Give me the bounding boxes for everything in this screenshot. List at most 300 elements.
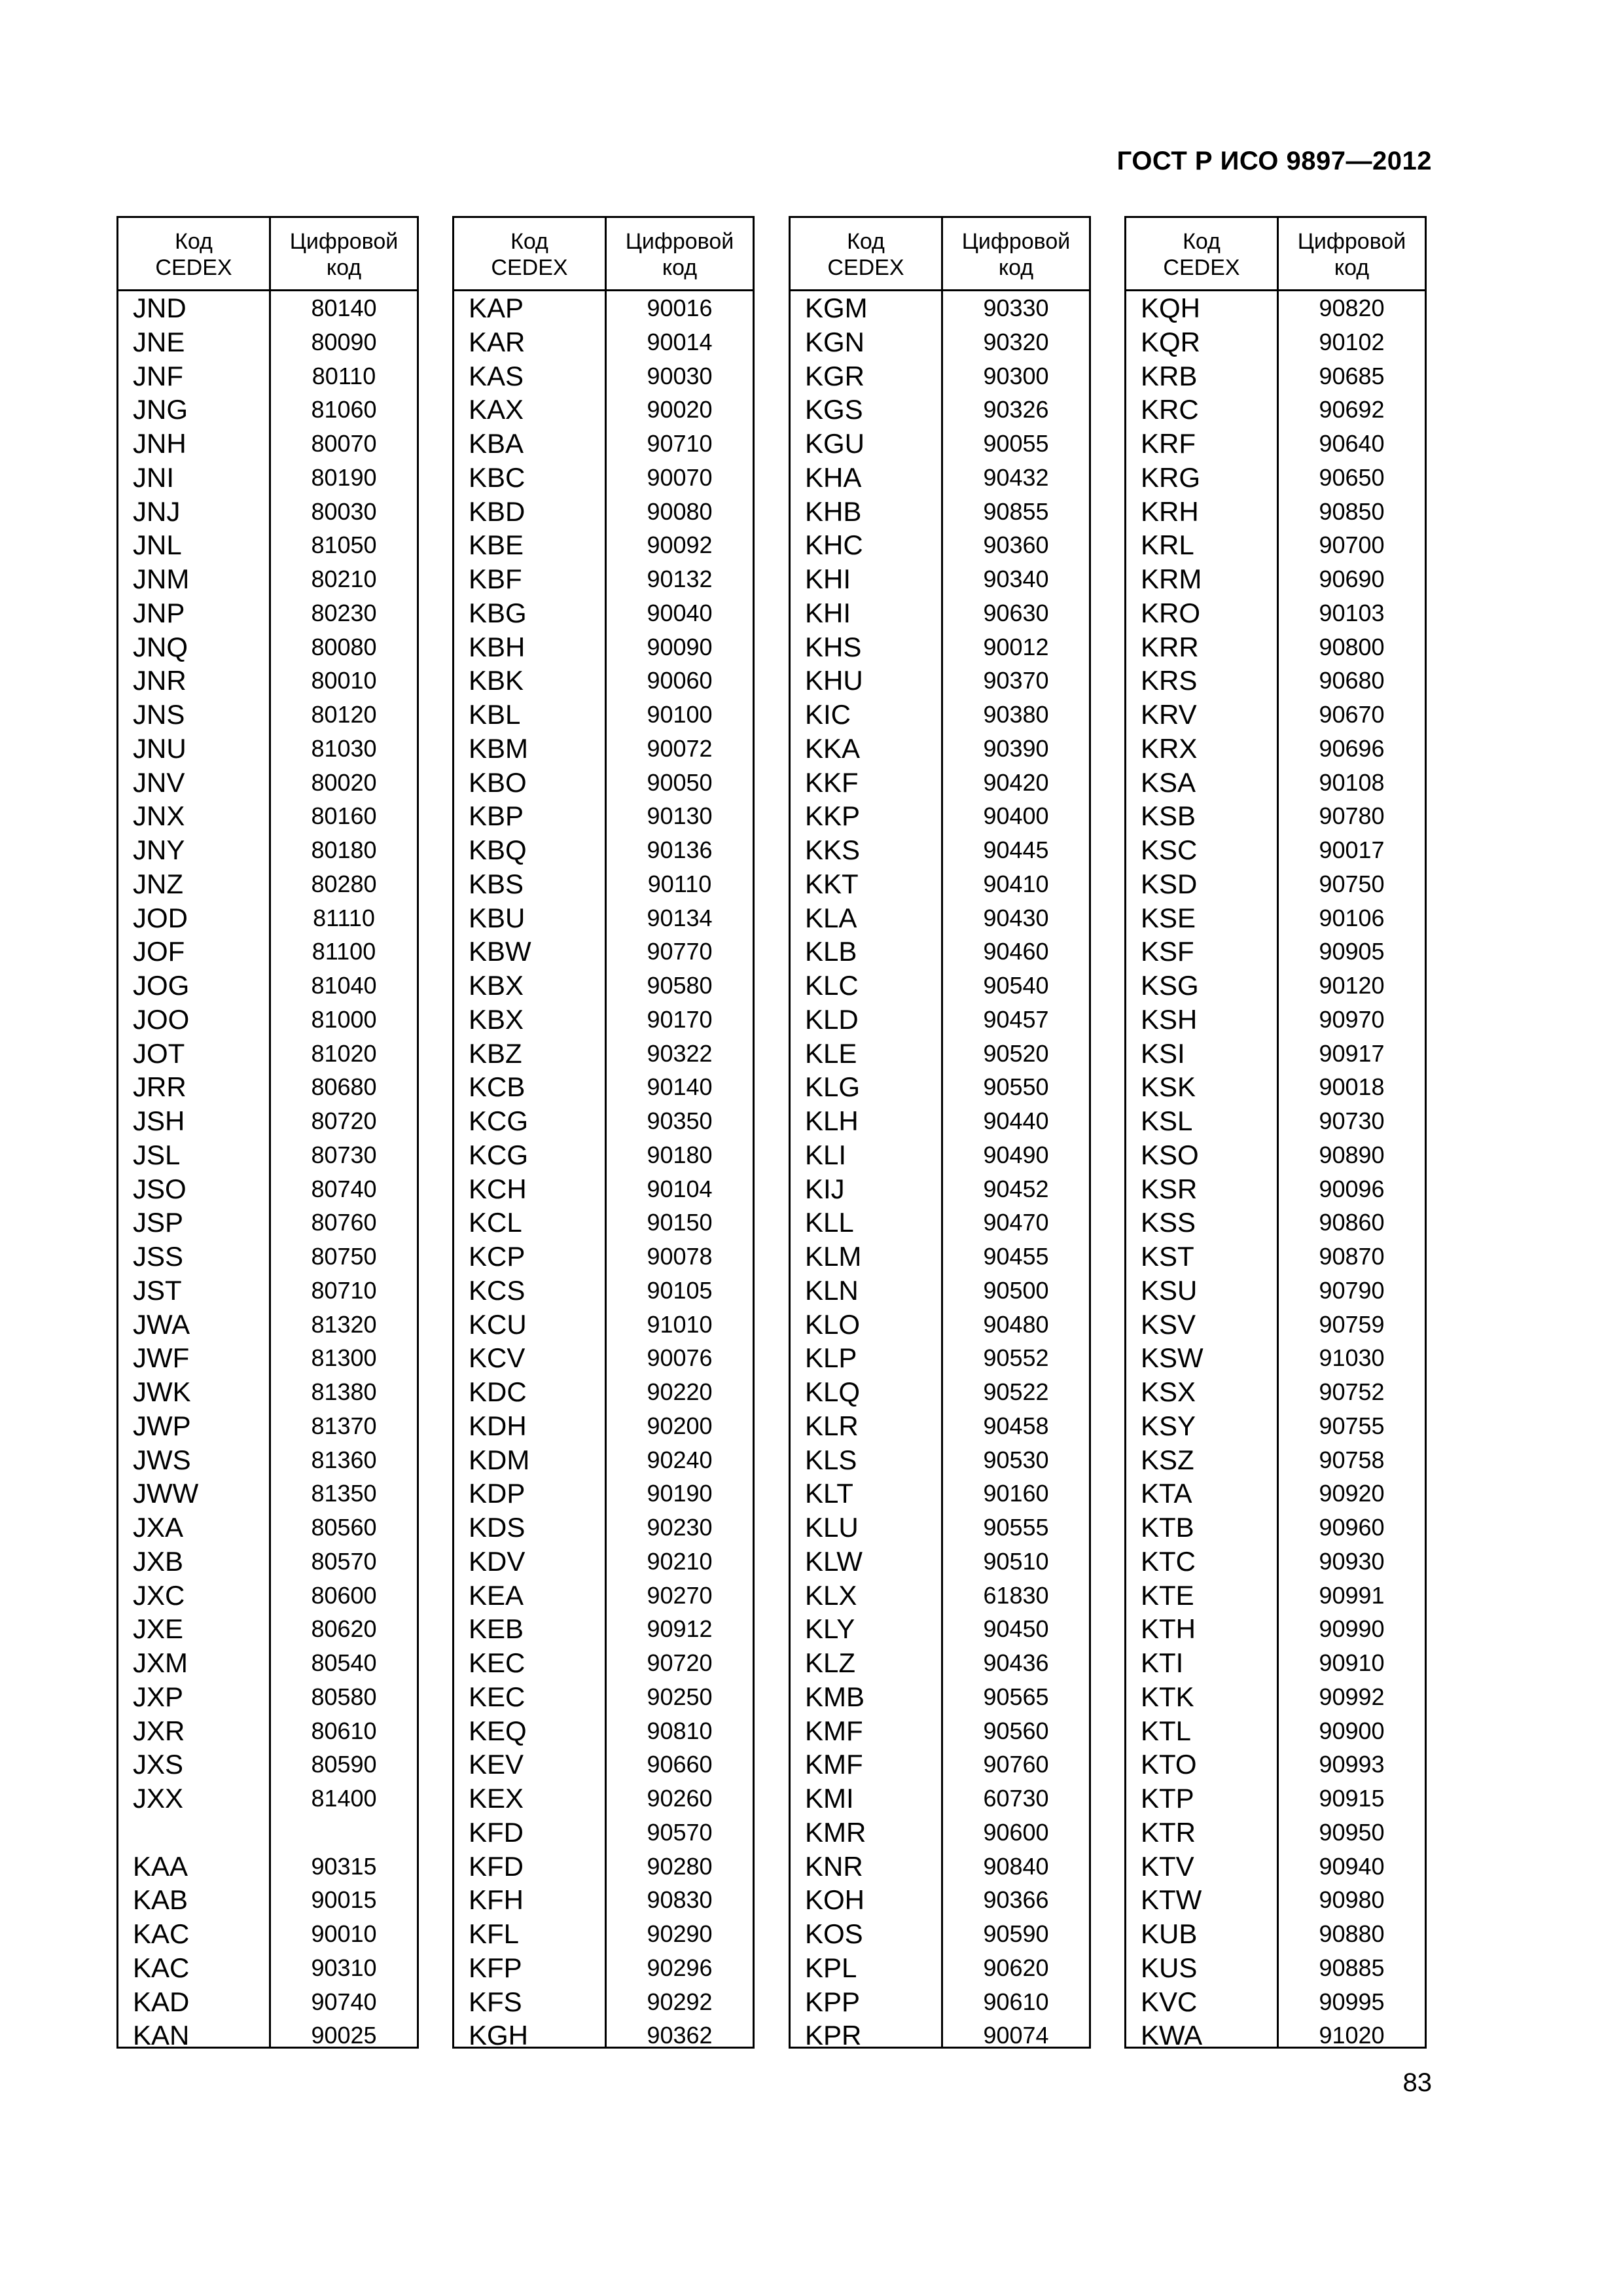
cedex-code-cell: KLG — [805, 1071, 861, 1103]
cedex-code-cell: KIC — [805, 699, 851, 730]
cedex-code-cell: KBU — [469, 902, 526, 933]
cedex-code-cell: KCG — [469, 1139, 529, 1170]
table-row — [454, 1917, 753, 1951]
cedex-code-cell: KSK — [1141, 1071, 1196, 1103]
cedex-code-cell: JNQ — [133, 631, 188, 662]
table-row — [791, 969, 1089, 1003]
digital-code-cell: 90090 — [647, 633, 713, 660]
digital-code-cell: 90060 — [647, 667, 713, 694]
cedex-code-cell: KBF — [469, 564, 522, 594]
cedex-code-cell: KTL — [1141, 1715, 1192, 1746]
table-row — [1126, 969, 1425, 1003]
cedex-code-cell: KFH — [469, 1884, 524, 1916]
table-row — [454, 766, 753, 800]
cedex-code-cell: JNE — [133, 326, 185, 357]
digital-code-cell: 90940 — [1319, 1852, 1385, 1880]
table-row — [118, 732, 417, 766]
digital-code-cell: 90105 — [647, 1276, 713, 1304]
table-row — [118, 867, 417, 901]
cedex-code-cell: JOF — [133, 936, 185, 967]
digital-code-cell: 90170 — [647, 1005, 713, 1033]
cedex-code-cell: JOG — [133, 970, 190, 1001]
table-row — [118, 935, 417, 969]
table-row — [1126, 732, 1425, 766]
digital-code-cell: 81380 — [311, 1378, 377, 1405]
digital-code-cell: 80570 — [311, 1547, 377, 1575]
table-row — [118, 969, 417, 1003]
table-row — [791, 1443, 1089, 1477]
cedex-code-cell: KTP — [1141, 1783, 1194, 1814]
table-row — [454, 833, 753, 867]
digital-code-cell: 90850 — [1319, 497, 1385, 525]
digital-code-cell: 90752 — [1319, 1378, 1385, 1405]
digital-code-cell: 90690 — [1319, 565, 1385, 592]
digital-code-cell: 90993 — [1319, 1751, 1385, 1778]
column-header-code: Код CEDEX — [827, 229, 904, 280]
cedex-code-cell: KSI — [1141, 1037, 1185, 1069]
cedex-code-cell: KHA — [805, 461, 862, 493]
table-row — [118, 1883, 417, 1917]
table-row — [791, 766, 1089, 800]
table-row — [454, 1409, 753, 1443]
digital-code-cell: 80720 — [311, 1107, 377, 1134]
table-row — [791, 393, 1089, 427]
digital-code-cell: 90016 — [647, 295, 713, 321]
table-row — [791, 1782, 1089, 1816]
cedex-code-cell: KCU — [469, 1308, 527, 1340]
cedex-code-cell: KPL — [805, 1952, 857, 1983]
cedex-code-cell: JRR — [133, 1071, 187, 1103]
table-row — [791, 1951, 1089, 1985]
table-row — [118, 596, 417, 630]
digital-code-cell: 80600 — [311, 1581, 377, 1609]
table-row — [1126, 1341, 1425, 1375]
table-row — [454, 1748, 753, 1782]
table-row — [791, 630, 1089, 664]
digital-code-cell: 90070 — [647, 463, 713, 491]
table-row — [118, 1545, 417, 1579]
digital-code-cell: 90410 — [983, 870, 1049, 897]
digital-code-cell: 80230 — [311, 599, 377, 626]
cedex-code-cell: KQR — [1141, 326, 1201, 357]
digital-code-cell: 90350 — [647, 1107, 713, 1134]
digital-code-cell: 90440 — [983, 1107, 1049, 1134]
digital-code-cell: 91030 — [1319, 1344, 1385, 1372]
table-row — [118, 1579, 417, 1613]
cedex-code-cell: KAC — [133, 1918, 190, 1949]
cedex-code-cell: KIJ — [805, 1173, 845, 1204]
digital-code-cell: 90900 — [1319, 1717, 1385, 1744]
digital-code-cell: 60730 — [983, 1785, 1049, 1812]
table-row — [118, 630, 417, 664]
table-row — [118, 562, 417, 596]
table-row — [118, 1511, 417, 1545]
digital-code-cell: 90270 — [647, 1581, 713, 1609]
cedex-code-cell: KEC — [469, 1681, 526, 1712]
table-row — [791, 528, 1089, 562]
cedex-code-cell: KSE — [1141, 902, 1196, 933]
cedex-code-cell: JXR — [133, 1715, 185, 1746]
table-row — [118, 1850, 417, 1884]
table-row — [118, 2018, 417, 2053]
table-row — [791, 1037, 1089, 1071]
table-row — [1126, 1579, 1425, 1613]
table-row — [1126, 833, 1425, 867]
table-row — [454, 732, 753, 766]
table-row — [791, 562, 1089, 596]
table-row — [118, 359, 417, 393]
table-row — [1126, 1138, 1425, 1172]
cedex-code-cell: KGM — [805, 293, 868, 323]
digital-code-cell: 80190 — [311, 463, 377, 491]
table-row — [118, 833, 417, 867]
table-row — [454, 867, 753, 901]
digital-code-cell: 90076 — [647, 1344, 713, 1372]
cedex-code-cell: KSX — [1141, 1376, 1196, 1407]
digital-code-cell: 90992 — [1319, 1683, 1385, 1710]
digital-code-cell: 90150 — [647, 1209, 713, 1236]
table-row — [1126, 1748, 1425, 1782]
cedex-code-cell: KKA — [805, 732, 861, 764]
table-header — [791, 218, 1089, 291]
digital-code-cell: 90610 — [983, 1988, 1049, 2015]
cedex-code-cell: KDP — [469, 1478, 526, 1509]
cedex-code-cell: KBS — [469, 868, 524, 899]
table-row — [791, 1816, 1089, 1850]
cedex-code-cell: JWP — [133, 1410, 191, 1441]
table-row — [1126, 291, 1425, 325]
table-row — [454, 1545, 753, 1579]
cedex-code-cell: KLB — [805, 936, 857, 967]
table-row — [118, 1138, 417, 1172]
table-row — [791, 867, 1089, 901]
cedex-code-cell: KBC — [469, 461, 526, 493]
table-row — [118, 1070, 417, 1104]
table-row — [454, 969, 753, 1003]
cedex-code-cell: KCL — [469, 1207, 522, 1238]
table-row — [454, 1274, 753, 1308]
cedex-code-cell: JWF — [133, 1342, 190, 1374]
table-row — [1126, 935, 1425, 969]
digital-code-cell: 90470 — [983, 1209, 1049, 1236]
digital-code-cell: 81370 — [311, 1412, 377, 1439]
cedex-code-cell: KTV — [1141, 1850, 1194, 1882]
table-row — [791, 596, 1089, 630]
cedex-code-cell: KRC — [1141, 394, 1199, 425]
digital-code-cell: 90570 — [647, 1818, 713, 1846]
cedex-code-cell: KSU — [1141, 1274, 1198, 1306]
cedex-code-cell: KSC — [1141, 834, 1198, 865]
cedex-code-cell: KHC — [805, 529, 863, 561]
digital-code-cell: 90910 — [1319, 1649, 1385, 1676]
cedex-code-cell: KLN — [805, 1274, 859, 1306]
cedex-code-cell: KRR — [1141, 631, 1199, 662]
cedex-code-cell: KCG — [469, 1105, 529, 1136]
cedex-code-cell: JOT — [133, 1037, 185, 1069]
table-row — [454, 1579, 753, 1613]
digital-code-cell: 90190 — [647, 1480, 713, 1507]
digital-code-cell: 90855 — [983, 497, 1049, 525]
table-row — [791, 833, 1089, 867]
table-row — [1126, 664, 1425, 698]
digital-code-cell: 90860 — [1319, 1209, 1385, 1236]
digital-code-cell: 90710 — [647, 430, 713, 457]
cedex-code-cell: KBP — [469, 800, 524, 832]
digital-code-cell: 90460 — [983, 938, 1049, 965]
digital-code-cell: 90915 — [1319, 1785, 1385, 1812]
table-row — [1126, 1477, 1425, 1511]
table-row — [118, 1646, 417, 1680]
digital-code-cell: 90290 — [647, 1920, 713, 1947]
cedex-code-cell: KSZ — [1141, 1444, 1194, 1475]
digital-code-cell: 90730 — [1319, 1107, 1385, 1134]
cedex-code-cell: JXA — [133, 1512, 184, 1543]
table-row — [118, 1172, 417, 1206]
cedex-code-cell: KEX — [469, 1783, 524, 1814]
digital-code-cell: 90980 — [1319, 1886, 1385, 1914]
table-row — [118, 1341, 417, 1375]
table-row — [791, 1375, 1089, 1409]
cedex-code-cell: KEV — [469, 1749, 524, 1780]
digital-code-cell: 90480 — [983, 1310, 1049, 1338]
cedex-code-cell: KRF — [1141, 428, 1196, 459]
table-row — [454, 1070, 753, 1104]
table-row — [791, 1545, 1089, 1579]
cedex-code-cell: KBK — [469, 665, 524, 696]
cedex-code-cell: JNM — [133, 564, 190, 594]
cedex-code-cell: KAR — [469, 326, 526, 357]
table-row — [791, 1680, 1089, 1714]
cedex-code-cell: KTB — [1141, 1512, 1194, 1543]
table-row — [1126, 427, 1425, 461]
table-row — [1126, 1070, 1425, 1104]
digital-code-cell: 90102 — [1319, 328, 1385, 355]
table-row — [791, 1748, 1089, 1782]
cedex-code-cell: KKP — [805, 800, 861, 832]
table-row — [791, 1138, 1089, 1172]
digital-code-cell: 90260 — [647, 1785, 713, 1812]
digital-code-cell: 81350 — [311, 1480, 377, 1507]
digital-code-cell: 90420 — [983, 768, 1049, 796]
cedex-code-cell: KMF — [805, 1715, 863, 1746]
digital-code-cell: 90960 — [1319, 1514, 1385, 1541]
table-row — [1126, 1850, 1425, 1884]
digital-code-cell: 90758 — [1319, 1446, 1385, 1473]
cedex-code-cell: KRL — [1141, 529, 1194, 561]
digital-code-cell: 90870 — [1319, 1243, 1385, 1270]
digital-code-cell: 90240 — [647, 1446, 713, 1473]
digital-code-cell: 80140 — [311, 295, 377, 321]
table-row — [454, 799, 753, 833]
cedex-code-cell: KSV — [1141, 1308, 1196, 1340]
digital-code-cell: 90322 — [647, 1039, 713, 1067]
digital-code-cell: 90540 — [983, 972, 1049, 999]
table-row — [454, 1477, 753, 1511]
cedex-code-cell: KSD — [1141, 868, 1198, 899]
cedex-code-cell: KRS — [1141, 665, 1198, 696]
digital-code-cell: 90432 — [983, 463, 1049, 491]
cedex-code-cell: KPP — [805, 1986, 861, 2017]
digital-code-cell: 90830 — [647, 1886, 713, 1914]
cedex-code-cell: KSG — [1141, 970, 1199, 1001]
table-row — [454, 1443, 753, 1477]
table-row — [454, 1003, 753, 1037]
cedex-code-cell: KLC — [805, 970, 859, 1001]
table-row — [1126, 1714, 1425, 1748]
column-header-digital: Цифровой код — [625, 229, 734, 280]
digital-code-cell: 90436 — [983, 1649, 1049, 1676]
cedex-code-cell: KLR — [805, 1410, 859, 1441]
digital-code-cell: 90025 — [311, 2022, 377, 2049]
cedex-code-cell: KPR — [805, 2020, 862, 2051]
cedex-code-cell: KBD — [469, 495, 526, 527]
table-row — [1126, 1511, 1425, 1545]
digital-code-cell: 81400 — [311, 1785, 377, 1812]
table-row — [454, 359, 753, 393]
table-row — [1126, 1951, 1425, 1985]
cedex-code-cell: KQH — [1141, 293, 1201, 323]
table-row — [454, 698, 753, 732]
cedex-code-cell: KLX — [805, 1579, 857, 1611]
cedex-code-cell: JXP — [133, 1681, 184, 1712]
column-header-code: Код CEDEX — [491, 229, 568, 280]
column-header-digital: Цифровой код — [289, 229, 399, 280]
table-row — [118, 1680, 417, 1714]
digital-code-cell: 81040 — [311, 972, 377, 999]
digital-code-cell: 90250 — [647, 1683, 713, 1710]
digital-code-cell: 81110 — [313, 904, 375, 931]
table-row — [454, 935, 753, 969]
cedex-code-cell: KUB — [1141, 1918, 1198, 1949]
digital-code-cell: 90670 — [1319, 701, 1385, 728]
cedex-table-3 — [789, 216, 1091, 2049]
digital-code-cell: 80070 — [311, 430, 377, 457]
cedex-code-cell: JWA — [133, 1308, 190, 1340]
cedex-code-cell: KTR — [1141, 1816, 1196, 1848]
cedex-code-cell: KBW — [469, 936, 531, 967]
cedex-code-cell: KTI — [1141, 1647, 1184, 1678]
table-row — [118, 1003, 417, 1037]
table-row — [1126, 495, 1425, 529]
table-row — [1126, 1274, 1425, 1308]
digital-code-cell: 90370 — [983, 667, 1049, 694]
cedex-code-cell: KTK — [1141, 1681, 1194, 1712]
cedex-code-cell: KGN — [805, 326, 865, 357]
digital-code-cell: 90820 — [1319, 295, 1385, 321]
cedex-code-cell: KAD — [133, 1986, 190, 2017]
cedex-code-cell: KHI — [805, 597, 851, 628]
digital-code-cell: 90452 — [983, 1175, 1049, 1202]
table-row — [1126, 867, 1425, 901]
table-row — [1126, 1680, 1425, 1714]
digital-code-cell: 90055 — [983, 430, 1049, 457]
digital-code-cell: 80280 — [311, 870, 377, 897]
cedex-code-cell: KTW — [1141, 1884, 1202, 1916]
table-row — [118, 1782, 417, 1816]
digital-code-cell: 90600 — [983, 1818, 1049, 1846]
cedex-code-cell: KLH — [805, 1105, 859, 1136]
cedex-code-cell: JNH — [133, 428, 187, 459]
table-row — [118, 1274, 417, 1308]
digital-code-cell: 80010 — [311, 667, 377, 694]
digital-code-cell: 80610 — [311, 1717, 377, 1744]
table-row — [454, 1138, 753, 1172]
digital-code-cell: 90685 — [1319, 362, 1385, 389]
cedex-code-cell: KBQ — [469, 834, 527, 865]
table-row — [791, 1477, 1089, 1511]
cedex-code-cell: KLO — [805, 1308, 861, 1340]
digital-code-cell: 90015 — [311, 1886, 377, 1914]
cedex-code-cell: KRX — [1141, 732, 1198, 764]
table-row — [1126, 1003, 1425, 1037]
digital-code-cell: 90930 — [1319, 1547, 1385, 1575]
table-row — [118, 766, 417, 800]
cedex-code-cell: KVC — [1141, 1986, 1198, 2017]
table-row — [1126, 562, 1425, 596]
table-row — [118, 1308, 417, 1342]
digital-code-cell: 90640 — [1319, 430, 1385, 457]
cedex-code-cell: KFD — [469, 1816, 524, 1848]
digital-code-cell: 80090 — [311, 328, 377, 355]
digital-code-cell: 90296 — [647, 1954, 713, 1981]
table-row — [454, 1646, 753, 1680]
cedex-code-cell: KGH — [469, 2020, 529, 2051]
digital-code-cell: 90755 — [1319, 1412, 1385, 1439]
digital-code-cell: 90970 — [1319, 1005, 1385, 1033]
digital-code-cell: 90750 — [1319, 870, 1385, 897]
table-row — [1126, 528, 1425, 562]
table-row — [118, 461, 417, 495]
table-row — [118, 528, 417, 562]
table-row — [118, 1951, 417, 1985]
digital-code-cell: 90800 — [1319, 633, 1385, 660]
digital-code-cell: 90018 — [1319, 1073, 1385, 1101]
digital-code-cell: 90650 — [1319, 463, 1385, 491]
table-row — [1126, 596, 1425, 630]
cedex-code-cell: KKF — [805, 766, 859, 798]
digital-code-cell: 90315 — [311, 1852, 377, 1880]
table-row — [1126, 461, 1425, 495]
table-row — [454, 1612, 753, 1646]
digital-code-cell: 90132 — [647, 565, 713, 592]
digital-code-cell: 80590 — [311, 1751, 377, 1778]
cedex-code-cell: KLA — [805, 902, 857, 933]
cedex-code-cell: KFD — [469, 1850, 524, 1882]
cedex-code-cell: KOS — [805, 1918, 863, 1949]
table-row — [1126, 1782, 1425, 1816]
cedex-code-cell: KSF — [1141, 936, 1194, 967]
table-row — [1126, 1409, 1425, 1443]
cedex-code-cell: KCH — [469, 1173, 527, 1204]
digital-code-cell: 61830 — [983, 1581, 1049, 1609]
digital-code-cell: 90790 — [1319, 1276, 1385, 1304]
digital-code-cell: 90014 — [647, 328, 713, 355]
table-row — [118, 901, 417, 935]
cedex-code-cell: KDM — [469, 1444, 530, 1475]
table-row — [118, 1612, 417, 1646]
cedex-code-cell: KDH — [469, 1410, 527, 1441]
digital-code-cell: 80580 — [311, 1683, 377, 1710]
table-row — [118, 393, 417, 427]
digital-code-cell: 90580 — [647, 972, 713, 999]
digital-code-cell: 90680 — [1319, 667, 1385, 694]
digital-code-cell: 80710 — [311, 1276, 377, 1304]
digital-code-cell: 90457 — [983, 1005, 1049, 1033]
table-row — [1126, 1206, 1425, 1240]
table-row — [791, 1274, 1089, 1308]
digital-code-cell: 80760 — [311, 1209, 377, 1236]
table-row — [118, 1477, 417, 1511]
